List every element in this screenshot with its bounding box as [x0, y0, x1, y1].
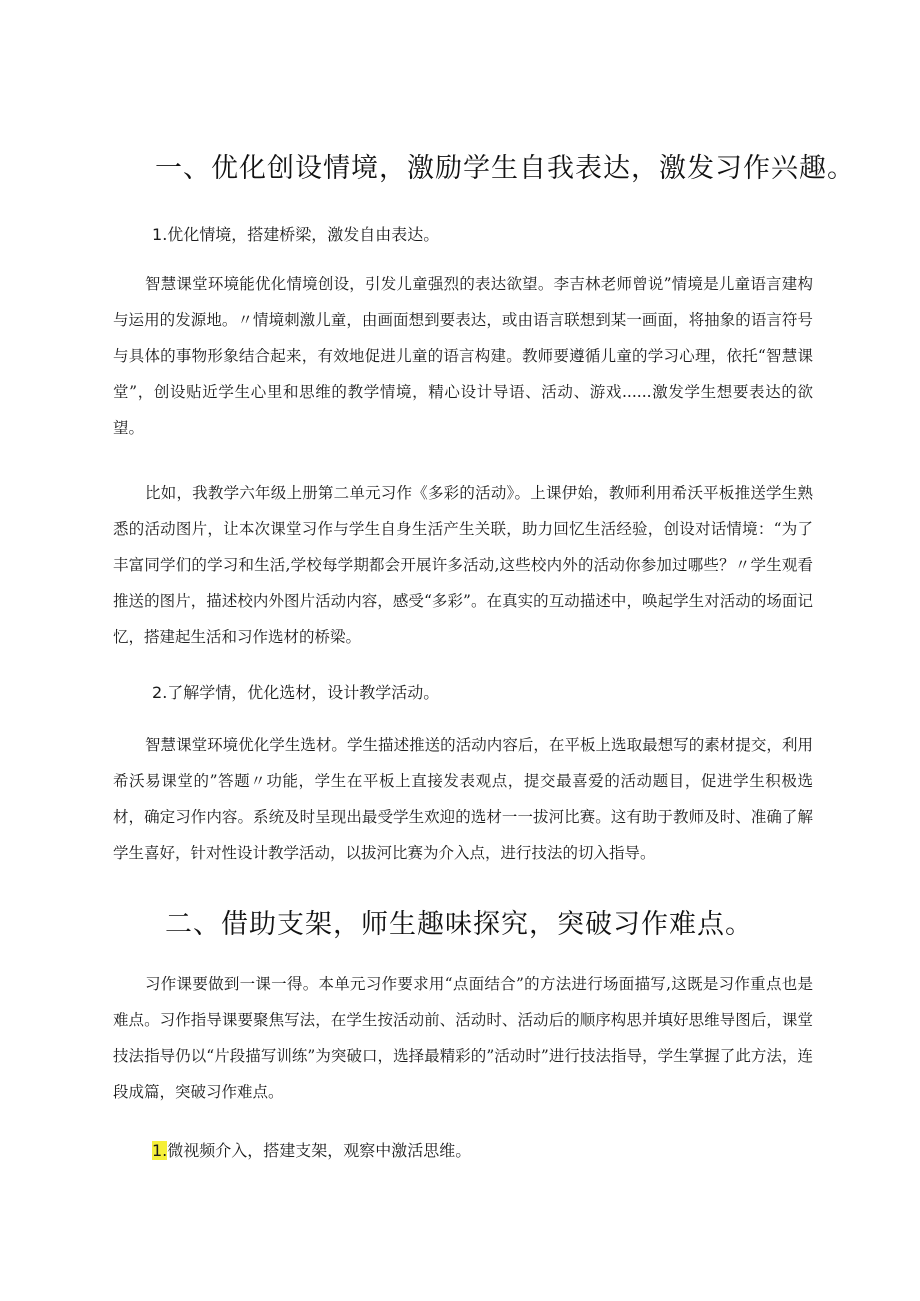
subheading-text: .了解学情，优化选材，设计教学活动。	[162, 683, 440, 702]
section-1-paragraph-3: 智慧课堂环境优化学生选材。学生描述推送的活动内容后，在平板上选取最想写的素材提交，利用希沃易课堂的”答题〃功能，学生在平板上直接发表观点，提交最喜爱的活动题目，促进学生积极选材，确定习作内容。系统及时呈现出最受学生欢迎的选材一一拔河比赛。这有助于教师及时、准确了解学生喜好，针对性设计教学活动，以拔河比赛为介入点，进行技法的切入指导。	[113, 736, 813, 862]
section-2-heading: 二、借助支架，师生趣味探究，突破习作难点。	[165, 909, 753, 940]
section-1-subheading-2	[152, 680, 439, 703]
section-2-subheading-1	[152, 1138, 471, 1161]
section-1-subheading-1	[152, 222, 439, 245]
section-1-heading: 一、优化创设情境，激励学生自我表达，激发习作兴趣。	[155, 153, 855, 184]
section-2-paragraph-1: 习作课要做到一课一得。本单元习作要求用“点面结合”的方法进行场面描写,这既是习作重点也是难点。习作指导课要聚焦写法，在学生按活动前、活动时、活动后的顺序构思并填好思维导图后，课堂技法指导仍以“片段描写训练”为突破口，选择最精彩的”活动时”进行技法指导，学生掌握了此方法，连段成篇，突破习作难点。	[113, 975, 813, 1101]
subheading-number: 2	[152, 683, 163, 702]
subheading-number: 1	[152, 225, 163, 244]
section-1-paragraph-1: 智慧课堂环境能优化情境创设，引发儿童强烈的表达欲望。李吉林老师曾说”情境是儿童语言建构与运用的发源地。〃情境刺激儿童，由画面想到要表达，或由语言联想到某一画面，将抽象的语言符号与具体的事物形象结合起来，有效地促进儿童的语言构建。教师要遵循儿童的学习心理，依托“智慧课堂”，创设贴近学生心里和思维的教学情境，精心设计导语、活动、游戏......激发学生想要表达的欲望。	[113, 275, 813, 437]
section-1-paragraph-2: 比如，我教学六年级上册第二单元习作《多彩的活动》。上课伊始，教师利用希沃平板推送学生熟悉的活动图片，让本次课堂习作与学生自身生活产生关联，助力回忆生活经验，创设对话情境：“为了丰富同学们的学习和生活,学校每学期都会开展许多活动,这些校内外的活动你参加过哪些？〃学生观看推送的图片，描述校内外图片活动内容，感受“多彩”。在真实的互动描述中，唤起学生对活动的场面记忆，搭建起生活和习作选材的桥梁。	[113, 484, 813, 646]
subheading-number-highlighted: 1.	[152, 1141, 168, 1160]
subheading-text: 微视频介入，搭建支架，观察中激活思维。	[167, 1141, 472, 1160]
subheading-text: .优化情境，搭建桥梁，激发自由表达。	[162, 225, 440, 244]
